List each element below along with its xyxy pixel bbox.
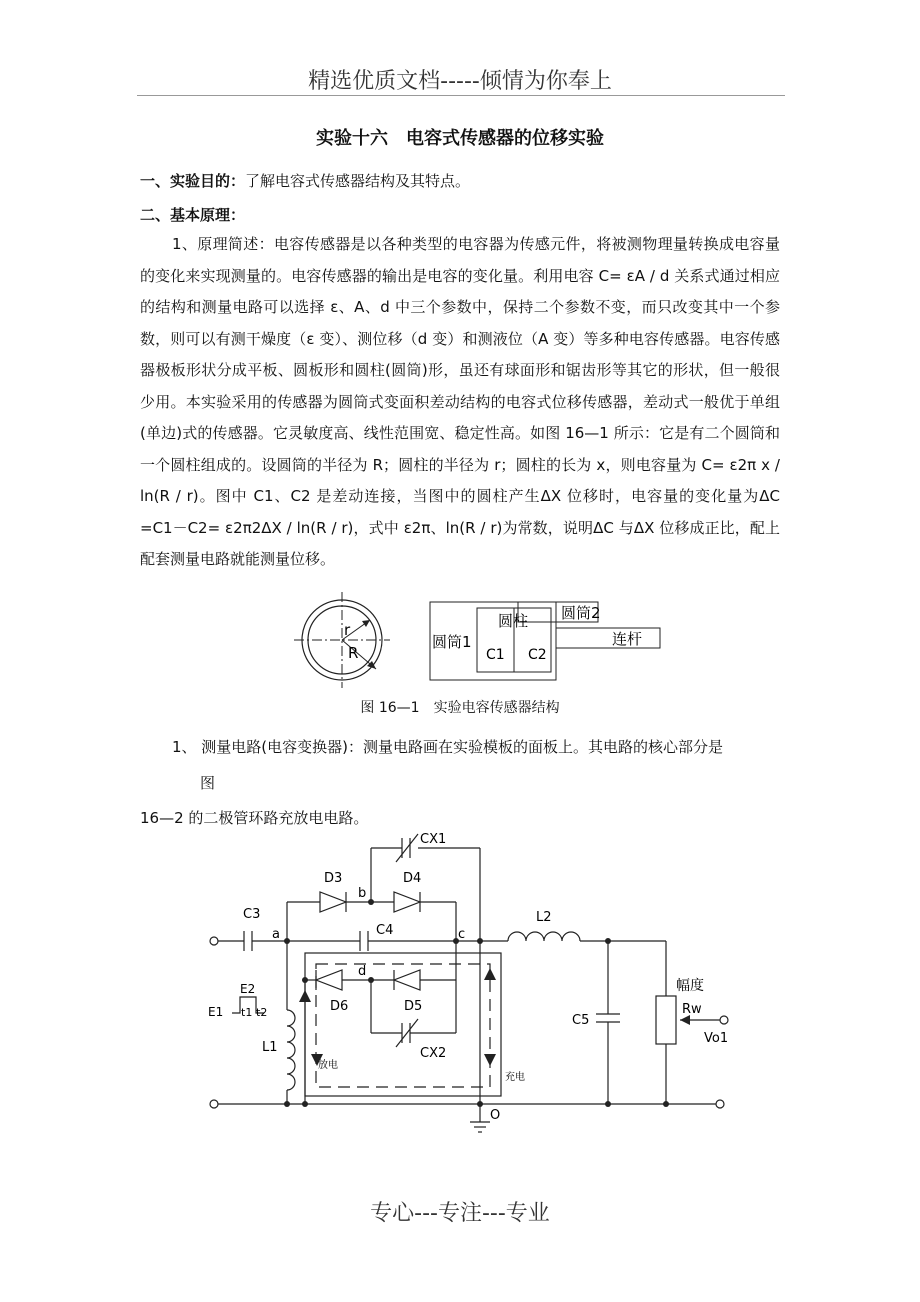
- measure-circuit-line2: 图: [200, 774, 216, 792]
- amplitude-label: 幅度: [676, 978, 704, 994]
- principle-paragraph: 1、原理简述：电容传感器是以各种类型的电容器为传感元件，将被测物理量转换成电容量的变化来实现测量的。电容传感器的输出是电容的变化量。利用电容 C= εA / d 关系式通过相应的结构和测量电路可以选择 ε、A、d 中三个参数中，保持二个参数不变，而只改变其中一个参数，则可以有测干燥度（ε 变）、测位移（d 变）和测液位（A 变）等多种电容传感器。电容传感器极板形状分成平板、圆板形和圆柱(圆筒)形，虽还有球面形和锯齿形等其它的形状，但一般很少用。本实验采用的传感器为圆筒式变面积差动结构的电容式位移传感器，差动式一般优于单组(单边)式的传感器。它灵敏度高、线性范围宽、稳定性高。如图 16—1 所示：它是有二个圆筒和一个圆柱组成的。设圆筒的半径为 R；圆柱的半径为 r；圆柱的长为 x，则电容量为 C= ε2π x / ln(R / r)。图中 C1、C2 是差动连接，当图中的圆柱产生ΔX 位移时，电容量的变化量为ΔC =C1－C2= ε2π2ΔX / ln(R / r)，式中 ε2π、ln(R / r)为常数，说明ΔC 与ΔX 位移成正比，配上配套测量电路就能测量位移。: [140, 235, 811, 568]
- tube1-label: 圆筒1: [432, 633, 472, 651]
- e1-label: E1: [208, 1005, 224, 1019]
- d5-label: D5: [404, 999, 423, 1014]
- section-purpose-text: 了解电容式传感器结构及其特点。: [245, 172, 471, 190]
- document-title: 实验十六 电容式传感器的位移实验: [316, 128, 604, 149]
- section-purpose-heading: 一、实验目的：: [140, 172, 246, 190]
- cx2-label: CX2: [420, 1046, 447, 1061]
- c2-label: C2: [528, 647, 547, 663]
- l1-label: L1: [262, 1040, 278, 1055]
- rw-label: Rw: [682, 1002, 702, 1017]
- c5-label: C5: [572, 1013, 590, 1028]
- node-a-label: a: [272, 927, 280, 942]
- vo1-label: Vo1: [704, 1031, 729, 1046]
- d4-label: D4: [403, 871, 422, 886]
- measure-circuit-line3: 16—2 的二极管环路充放电电路。: [140, 809, 369, 827]
- node-d-label: d: [358, 964, 367, 979]
- e2-label: E2: [240, 982, 256, 996]
- page-footer: 专心---专注---专业: [370, 1201, 550, 1226]
- figure-16-1-caption: 图 16—1 实验电容传感器结构: [360, 700, 560, 716]
- page-header: 精选优质文档-----倾情为你奉上: [308, 69, 612, 94]
- charge-label: 充电: [505, 1072, 525, 1083]
- measure-circuit-line1: 1、 测量电路(电容变换器)：测量电路画在实验模板的面板上。其电路的核心部分是: [172, 738, 724, 756]
- discharge-label: 放电: [318, 1060, 338, 1071]
- d3-label: D3: [324, 871, 343, 886]
- cx1-label: CX1: [420, 832, 447, 847]
- cylinder-label: 圆柱: [498, 612, 529, 630]
- l2-label: L2: [536, 910, 552, 925]
- d6-label: D6: [330, 999, 349, 1014]
- rod-label: 连杆: [612, 630, 643, 648]
- node-c-label: c: [458, 927, 466, 942]
- section-principle-heading: 二、基本原理：: [140, 206, 246, 224]
- node-o-label: O: [490, 1108, 501, 1123]
- radius-r-label: r: [344, 621, 351, 639]
- c1-label: C1: [486, 647, 505, 663]
- c4-label: C4: [376, 923, 394, 938]
- node-b-label: b: [358, 886, 367, 901]
- c3-label: C3: [243, 907, 261, 922]
- t2-label: t2: [256, 1006, 268, 1019]
- tube2-label: 圆筒2: [561, 604, 601, 622]
- radius-R-label: R: [348, 644, 359, 662]
- t1-label: t1: [241, 1006, 253, 1019]
